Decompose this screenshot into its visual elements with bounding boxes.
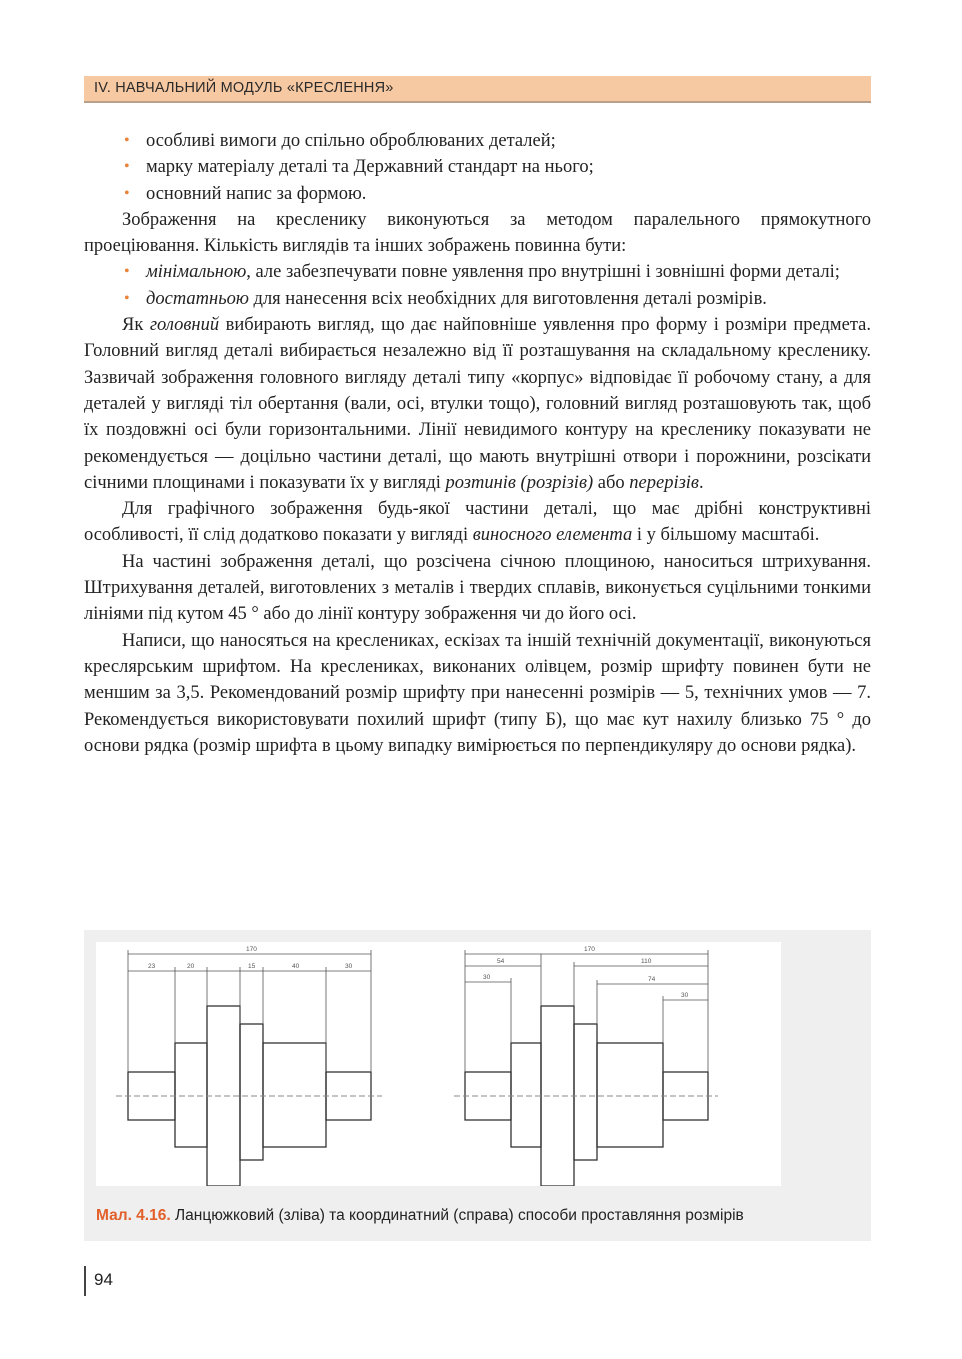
module-header bbox=[84, 76, 871, 103]
views-list bbox=[84, 259, 871, 312]
dim-label: 54 bbox=[497, 958, 505, 965]
dim-label: 170 bbox=[246, 946, 257, 953]
body-text bbox=[84, 128, 871, 759]
list-item: • марку матеріалу деталі та Державний стандарт на нього; bbox=[84, 154, 871, 180]
dim-label: 110 bbox=[641, 958, 652, 965]
dim-label: 74 bbox=[648, 976, 656, 983]
bullet-icon: • bbox=[124, 289, 130, 307]
paragraph: Написи, що наносяться на креслениках, ескізах та іншій технічній документації, виконуються креслярським шрифтом. На креслениках, виконаних олівцем, розмір шрифту повинен бути не меншим за 3,5. Рекомендований розмір шрифту при нанесенні розмірів — 5, технічних умов — 7. Рекомендується використовувати похилий шрифт (типу Б), що має кут нахилу близько 75 ° до основи рядка (розмір шрифта в цьому випадку вимірюється по перпендикуляру до основи рядка). bbox=[84, 630, 871, 756]
page-number-rule bbox=[84, 1266, 86, 1296]
bullet-icon: • bbox=[124, 263, 130, 281]
paragraph: Зображення на кресленику виконуються за методом паралельного прямокутного проеціювання. Кількість виглядів та інших зображень повинна бути: bbox=[84, 209, 871, 257]
dim-label: 30 bbox=[345, 963, 353, 970]
paragraph: На частині зображення деталі, що розсічена січною площиною, наноситься штрихування. Штрихування деталей, виготовлених з металів і твердих сплавів, виконується суцільними тонкими лініями під кутом 45 ° або до лінії контуру зображення чи до його осі. bbox=[84, 551, 871, 625]
list-item: • достатньою для нанесення всіх необхідних для виготовлення деталі розмірів. bbox=[84, 286, 871, 312]
dim-label: 15 bbox=[248, 963, 256, 970]
dim-label: 23 bbox=[148, 963, 156, 970]
paragraph: Для графічного зображення будь-якої частини деталі, що має дрібні конструктивні особливості, її слід додатково показати у вигляді виносного елемента і у більшому масштабі. bbox=[84, 499, 871, 546]
dim-label: 30 bbox=[681, 992, 689, 999]
dim-label: 30 bbox=[483, 974, 491, 981]
module-title: IV. НАВЧАЛЬНИЙ МОДУЛЬ «КРЕСЛЕННЯ» bbox=[94, 80, 394, 96]
list-item: • особливі вимоги до спільно оброблюваних деталей; bbox=[84, 128, 871, 154]
figure-caption bbox=[96, 1207, 744, 1225]
dim-label: 170 bbox=[584, 946, 595, 953]
figure bbox=[84, 930, 871, 1241]
figure-caption-text: Ланцюжковий (зліва) та координатний (справа) способи проставляння розмірів bbox=[170, 1207, 744, 1224]
bullet-icon: • bbox=[124, 158, 130, 176]
figure-drawing bbox=[96, 942, 781, 1186]
bullet-icon: • bbox=[124, 132, 130, 149]
shaft-drawings bbox=[96, 942, 781, 1186]
dim-label: 20 bbox=[187, 963, 195, 970]
requirements-list bbox=[84, 128, 871, 207]
figure-label: Мал. 4.16. bbox=[96, 1207, 171, 1224]
paragraph: Як головний вибирають вигляд, що дає найповніше уявлення про форму і розміри предмета. Головний вигляд деталі вибирається незалежно від її розташування на складальному кресленику. Зазвичай зображення головного вигляду деталі типу «корпус» відповідає її робочому стану, а для деталей у вигляді тіл обертання (вали, осі, втулки тощо), головний вигляд розташовують так, щоб їх поздовжні осі були горизонтальними. Лінії невидимого контуру на кресленику показувати не рекомендується — доцільно частини деталі, що мають внутрішні отвори і порожнини, розсікати січними площинами і показувати їх у вигляді розтинів (розрізів) або перерізів. bbox=[84, 315, 871, 493]
list-item: • основний напис за формою. bbox=[84, 181, 871, 207]
list-item: • мінімальною, але забезпечувати повне уявлення про внутрішні і зовнішні форми деталі; bbox=[84, 259, 871, 285]
dim-label: 40 bbox=[292, 963, 300, 970]
page-number: 94 bbox=[94, 1270, 113, 1289]
bullet-icon: • bbox=[124, 184, 130, 202]
